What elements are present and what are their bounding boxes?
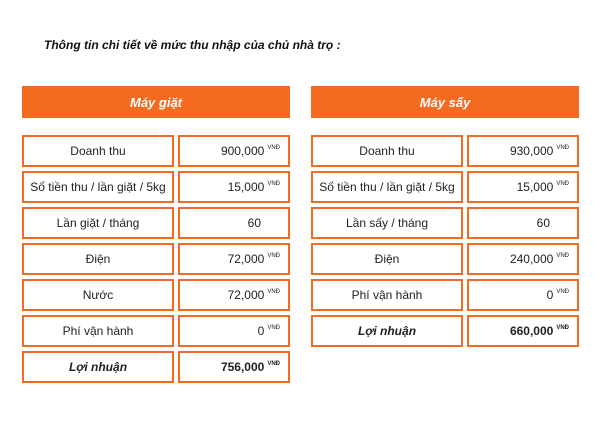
row-label: Số tiền thu / lần giặt / 5kg [22,171,174,203]
currency-unit: VNĐ [267,361,280,367]
profit-value: 756,000 [220,360,265,374]
row-value-cell [467,135,579,167]
currency-unit: VNĐ [556,325,569,331]
dryer-row-price-per-load [311,171,579,203]
row-value: 72,000 [227,252,265,266]
dryer-row-revenue [311,135,579,167]
currency-unit: VNĐ [556,253,569,259]
row-value-cell [178,243,290,275]
row-value-cell [467,207,579,239]
row-value-cell [178,279,290,311]
profit-label: Lợi nhuận [22,351,174,383]
row-value-cell [467,171,579,203]
dryer-title-banner [311,86,579,118]
washer-panel [22,86,290,387]
row-label: Doanh thu [311,135,463,167]
washer-row-price-per-wash [22,171,290,203]
washer-row-water [22,279,290,311]
row-value-cell [178,171,290,203]
washer-row-electricity [22,243,290,275]
dryer-title: Máy sấy [419,94,471,110]
row-value-cell [178,207,290,239]
profit-value: 660,000 [509,324,554,338]
washer-row-revenue [22,135,290,167]
currency-unit: VNĐ [267,145,280,151]
dryer-row-loads-per-month [311,207,579,239]
dryer-panel [311,86,579,351]
currency-unit: VNĐ [267,253,280,259]
washer-row-profit [22,351,290,383]
currency-unit: VNĐ [556,181,569,187]
dryer-row-profit [311,315,579,347]
row-value-cell [178,135,290,167]
row-label: Lần giặt / tháng [22,207,174,239]
currency-unit: VNĐ [267,289,280,295]
row-label: Doanh thu [22,135,174,167]
row-value: 0 [546,288,554,302]
row-value: 60 [247,216,261,230]
row-label: Điện [311,243,463,275]
profit-label: Lợi nhuận [311,315,463,347]
washer-row-washes-per-month [22,207,290,239]
dryer-row-electricity [311,243,579,275]
row-label: Điện [22,243,174,275]
row-value: 72,000 [227,288,265,302]
row-value: 930,000 [509,144,554,158]
dryer-row-operating-fee [311,279,579,311]
profit-value-cell [467,315,579,347]
currency-unit: VNĐ [267,181,280,187]
row-value: 900,000 [220,144,265,158]
row-value-cell [467,279,579,311]
row-label: Phí vận hành [22,315,174,347]
washer-title-banner [22,86,290,118]
row-value-cell [467,243,579,275]
row-value: 60 [536,216,550,230]
row-value: 15,000 [227,180,265,194]
profit-value-cell [178,351,290,383]
currency-unit: VNĐ [556,145,569,151]
washer-title: Máy giặt [129,94,182,110]
row-value: 15,000 [516,180,554,194]
row-label: Nước [22,279,174,311]
row-value: 0 [257,324,265,338]
dryer-table [311,135,579,347]
page-heading: Thông tin chi tiết về mức thu nhập của chủ nhà trọ : [44,38,341,52]
row-value: 240,000 [509,252,554,266]
currency-unit: VNĐ [267,325,280,331]
row-value-cell [178,315,290,347]
row-label: Phí vận hành [311,279,463,311]
washer-row-operating-fee [22,315,290,347]
row-label: Lần sấy / tháng [311,207,463,239]
currency-unit: VNĐ [556,289,569,295]
row-label: Số tiền thu / lần giặt / 5kg [311,171,463,203]
washer-table [22,135,290,383]
